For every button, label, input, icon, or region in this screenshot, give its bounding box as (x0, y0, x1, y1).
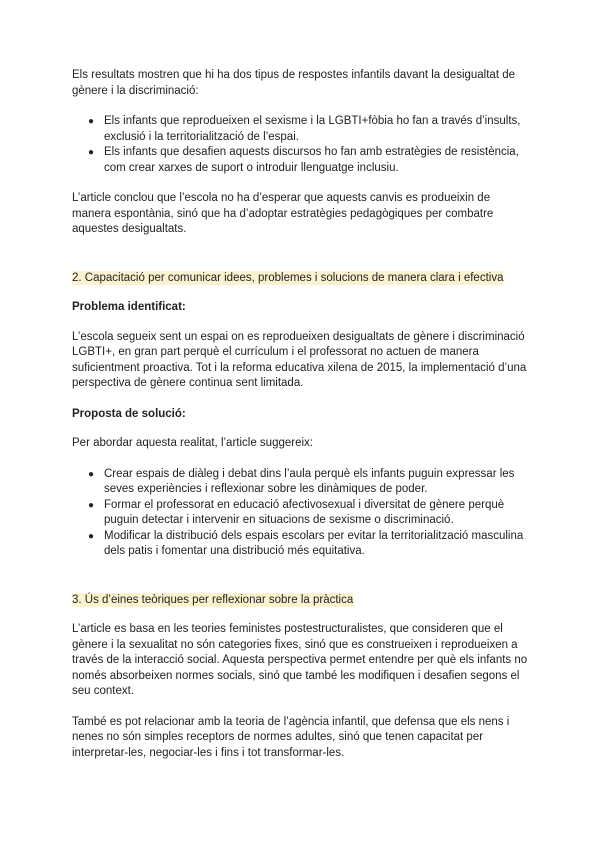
proposal-title: Proposta de solució: (72, 407, 186, 420)
bullet-icon: ● (88, 499, 95, 511)
bullet-icon: ● (88, 530, 95, 542)
proposal-bullet-list (72, 467, 532, 560)
list-item-text: Els infants que desafien aquests discursos ho fan amb estratègies de resistència, com crear xarxes de suport o introduir llenguatge inclusiu. (104, 146, 519, 174)
problem-title: Problema identificat: (72, 301, 186, 313)
section-3-paragraph-1: L’article es basa en les teories feministes postestructuralistes, que consideren que el gènere i la sexualitat no són categories fixes, sinó que es construeixen i reprodueixen a través de la interacció social. Aquesta perspectiva permet entendre per què els infants no només absorbeixen normes socials, sinó que també les modifiquen i desafien segons el seu context. (72, 623, 528, 697)
list-item (88, 498, 532, 529)
list-item (88, 529, 532, 560)
section-2-heading-wrap (72, 271, 532, 287)
bullet-icon: ● (88, 468, 95, 480)
list-item (88, 467, 532, 498)
document-page (72, 68, 532, 776)
section-3-heading: 3. Ús d’eines teòriques per reflexionar sobre la pràctica (72, 593, 354, 606)
list-item (88, 145, 532, 176)
list-item-text: Formar el professorat en educació afectivosexual i diversitat de gènere perquè puguin detectar i intervenir en situacions de sexisme o discriminació. (104, 498, 505, 526)
problem-paragraph: L’escola segueix sent un espai on es reprodueixen desigualtats de gènere i discriminació LGBTI+, en gran part perquè el currículum i el professorat no actuen de manera suficientment proactiva. Tot i la reforma educativa xilena de 2015, la implementació d’una perspectiva de gènere continua sent limitada. (72, 330, 527, 389)
list-item-text: Modificar la distribució dels espais escolars per evitar la territorialització masculina dels patis i fomentar una distribució més equitativa. (104, 529, 524, 557)
bullet-icon: ● (88, 116, 95, 127)
proposal-intro: Per abordar aquesta realitat, l’article suggereix: (72, 437, 313, 449)
intro-bullet-list (72, 114, 532, 176)
bullet-icon: ● (88, 147, 95, 158)
list-item-text: Crear espais de diàleg i debat dins l’aula perquè els infants puguin expressar les seves experiències i reflexionar sobre les dinàmiques de poder. (104, 467, 515, 495)
conclusion-paragraph: L’article conclou que l’escola no ha d’esperar que aquests canvis es produeixin de manera espontània, sinó que ha d’adoptar estratègies pedagògiques per combatre aquestes desigualtats. (72, 192, 494, 235)
list-item-text: Els infants que reprodueixen el sexisme i la LGBTI+fòbia ho fan a través d’insults, exclusió i la territorialització de l’espai. (104, 115, 521, 143)
section-3-paragraph-2: També es pot relacionar amb la teoria de l’agència infantil, que defensa que els nens i nenes no són simples receptors de normes adultes, sinó que tenen capacitat per interpretar-les, negociar-les i fins i tot transformar-les. (72, 715, 510, 759)
list-item (88, 114, 532, 145)
intro-paragraph: Els resultats mostren que hi ha dos tipus de respostes infantils davant la desigualtat de gènere i la discriminació: (72, 69, 516, 97)
section-2-heading: 2. Capacitació per comunicar idees, problemes i solucions de manera clara i efectiva (72, 271, 504, 284)
section-3-heading-wrap (72, 593, 532, 609)
